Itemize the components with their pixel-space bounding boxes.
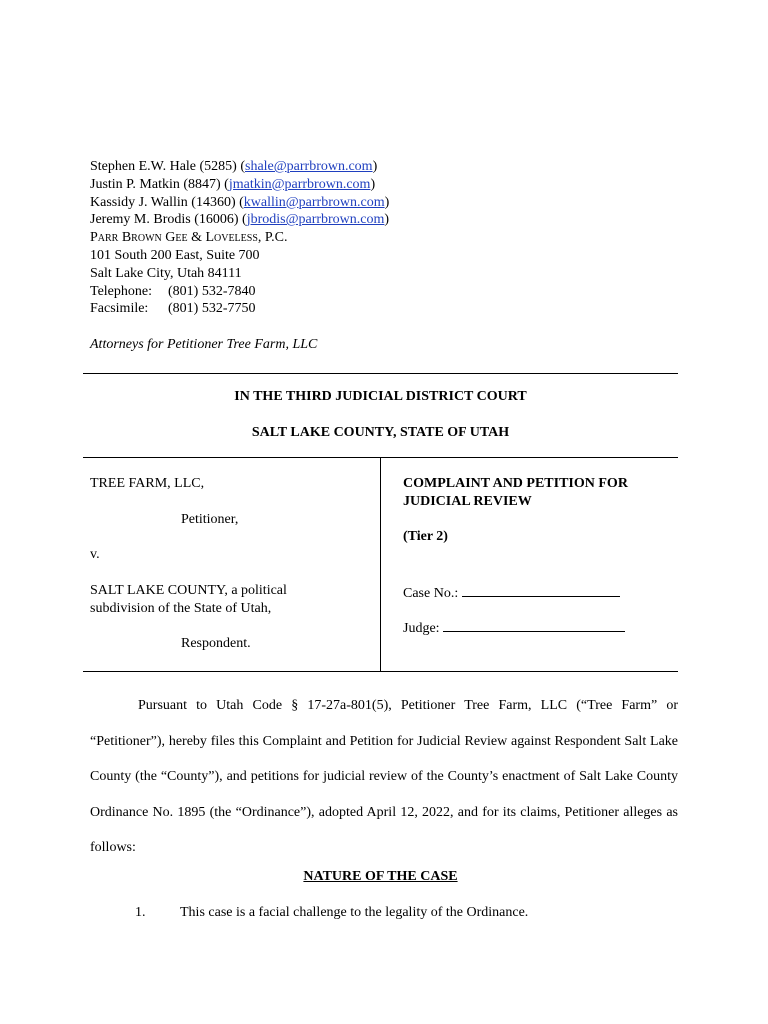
facsimile-number: (801) 532-7750 xyxy=(168,301,256,317)
tier-label: (Tier 2) xyxy=(403,529,448,544)
attorneys-for: Attorneys for Petitioner Tree Farm, LLC xyxy=(90,337,318,352)
paragraph-text: This case is a facial challenge to the legality of the Ordinance. xyxy=(180,905,529,920)
counsel-line: Jeremy M. Brodis (16006) (jbrodis@parrbrown.com) xyxy=(90,212,390,228)
telephone-label: Telephone: xyxy=(90,283,152,299)
email-link[interactable]: jmatkin@parrbrown.com xyxy=(228,176,371,192)
facsimile-label: Facsimile: xyxy=(90,301,149,317)
counsel-block xyxy=(90,158,389,318)
pleading-title-line-1: COMPLAINT AND PETITION FOR xyxy=(403,476,628,491)
judge-blank xyxy=(443,618,625,632)
facsimile-line xyxy=(90,300,389,318)
respondent-role: Respondent. xyxy=(181,636,251,651)
caption-top-rule xyxy=(83,373,678,374)
telephone-line xyxy=(90,283,389,301)
court-name: IN THE THIRD JUDICIAL DISTRICT COURT xyxy=(234,389,527,404)
firm-address-line-1: 101 South 200 East, Suite 700 xyxy=(90,247,260,263)
versus: v. xyxy=(90,547,100,562)
judge-line xyxy=(403,618,625,637)
intro-paragraph xyxy=(90,688,678,866)
petitioner-role: Petitioner, xyxy=(181,512,239,527)
petitioner-name: TREE FARM, LLC, xyxy=(90,476,205,491)
counsel-line: Kassidy J. Wallin (14360) (kwallin@parrbrown.com) xyxy=(90,194,390,210)
telephone-number: (801) 532-7840 xyxy=(168,283,256,299)
firm-name: Parr Brown Gee & Loveless, P.C. xyxy=(90,230,288,246)
firm-address-line-2: Salt Lake City, Utah 84111 xyxy=(90,265,242,281)
counsel-line: Justin P. Matkin (8847) (jmatkin@parrbrown.com) xyxy=(90,176,376,192)
case-number-label: Case No.: xyxy=(403,586,459,601)
numbered-paragraph xyxy=(135,905,528,921)
paragraph-number: 1. xyxy=(135,905,146,920)
section-heading: NATURE OF THE CASE xyxy=(303,869,458,884)
pleading-title-line-2: JUDICIAL REVIEW xyxy=(403,494,532,509)
counsel-line: Stephen E.W. Hale (5285) (shale@parrbrown.com) xyxy=(90,159,378,174)
email-link[interactable]: shale@parrbrown.com xyxy=(245,159,373,174)
judge-label: Judge: xyxy=(403,621,440,636)
caption-bottom-rule xyxy=(83,671,678,672)
court-county: SALT LAKE COUNTY, STATE OF UTAH xyxy=(251,425,510,440)
case-number-line xyxy=(403,583,620,602)
email-link[interactable]: kwallin@parrbrown.com xyxy=(243,194,385,210)
respondent-name-line-1: SALT LAKE COUNTY, a political xyxy=(90,583,287,598)
caption-divider xyxy=(380,457,381,671)
intro-text: Pursuant to Utah Code § 17-27a-801(5), Petitioner Tree Farm, LLC (“Tree Farm” or “Petitioner”), hereby files this Complaint and Petition for Judicial Review against Respondent Salt Lake County (the “County”), and petitions for judicial review of the County’s enactment of Salt Lake County Ordinance No. 1895 (the “Ordinance”), adopted April 12, 2022, and for its claims, Petitioner alleges as follows: xyxy=(90,698,678,855)
respondent-name-line-2: subdivision of the State of Utah, xyxy=(90,601,272,616)
email-link[interactable]: jbrodis@parrbrown.com xyxy=(246,212,385,228)
case-number-blank xyxy=(462,583,620,597)
